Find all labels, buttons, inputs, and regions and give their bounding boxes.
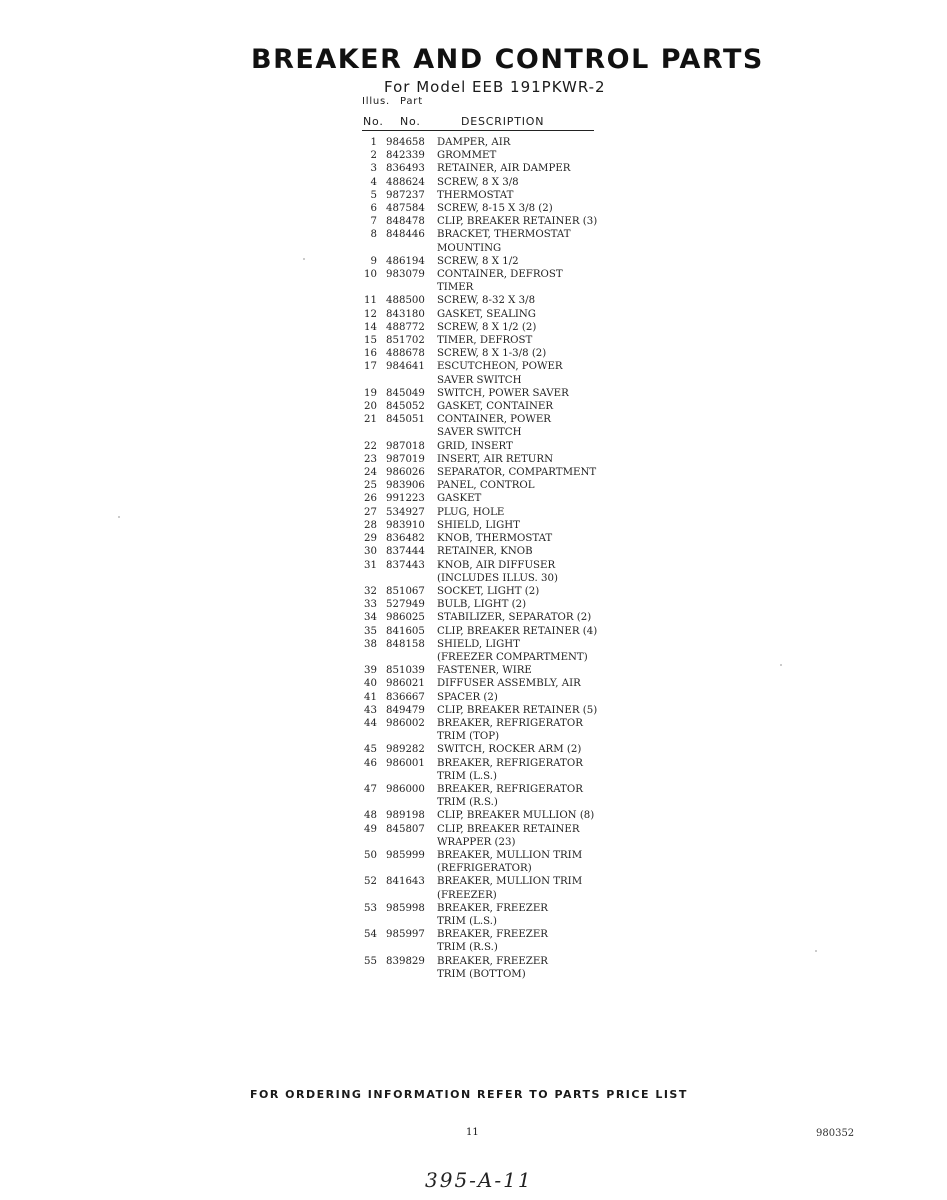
part-number: 984658	[386, 137, 425, 148]
illus-number: 22	[364, 440, 377, 452]
table-row	[354, 228, 674, 254]
header-rule	[362, 130, 594, 131]
part-description	[436, 176, 674, 189]
table-row	[354, 413, 674, 439]
part-number: 983906	[386, 480, 425, 492]
part-number: 845049	[386, 387, 425, 399]
ordering-footer: FOR ORDERING INFORMATION REFER TO PARTS PRICE LIST	[250, 1088, 688, 1101]
part-number: 985998	[386, 902, 425, 914]
table-row	[354, 809, 674, 822]
illus-number: 53	[364, 902, 377, 914]
part-number: 986025	[386, 612, 425, 624]
description-line: GASKET, CONTAINER	[437, 401, 553, 413]
illus-number: 25	[364, 480, 377, 492]
table-row	[354, 849, 674, 875]
table-row	[354, 743, 674, 756]
table-row	[354, 492, 674, 505]
illus-label: Illus.	[362, 96, 391, 107]
part-description	[436, 677, 674, 690]
part-description	[436, 532, 674, 545]
part-description	[436, 387, 674, 400]
table-row	[354, 545, 674, 558]
description-line: BULB, LIGHT (2)	[437, 599, 527, 611]
illus-number: 55	[364, 955, 377, 967]
part-description	[436, 849, 674, 875]
part-description	[436, 625, 674, 638]
description-line: DIFFUSER ASSEMBLY, AIR	[437, 678, 581, 690]
part-description	[436, 492, 674, 505]
part-description	[436, 519, 674, 532]
illus-number: 20	[364, 401, 377, 413]
description-line: RETAINER, KNOB	[437, 546, 533, 558]
table-row	[354, 440, 674, 453]
part-description	[436, 255, 674, 268]
part-description	[436, 783, 674, 809]
description-line: CLIP, BREAKER MULLION (8)	[437, 810, 595, 822]
table-row	[354, 625, 674, 638]
illus-number: 7	[370, 216, 377, 228]
part-description	[436, 757, 674, 783]
illus-number: 26	[364, 493, 377, 505]
part-number: 848478	[386, 216, 425, 228]
part-description	[436, 743, 674, 756]
part-description	[436, 360, 674, 386]
scan-speck	[780, 664, 782, 666]
illus-number: 1	[370, 137, 377, 148]
part-number: 842339	[386, 150, 425, 162]
part-description	[436, 215, 674, 228]
illus-number: 35	[364, 625, 377, 637]
part-description	[436, 809, 674, 822]
table-row	[354, 479, 674, 492]
table-row	[354, 176, 674, 189]
part-number: 851039	[386, 665, 425, 677]
part-number: 848158	[386, 638, 425, 650]
part-number: 986021	[386, 678, 425, 690]
part-number: 488772	[386, 321, 425, 333]
part-description	[436, 413, 674, 439]
description-line: TRIM (L.S.)	[437, 915, 497, 927]
description-line: (FREEZER COMPARTMENT)	[437, 651, 588, 663]
description-line: RETAINER, AIR DAMPER	[437, 163, 571, 175]
illus-number: 48	[364, 810, 377, 822]
description-line: INSERT, AIR RETURN	[437, 453, 553, 465]
table-row	[354, 757, 674, 783]
part-description	[436, 664, 674, 677]
part-number: 986026	[386, 467, 425, 479]
description-line: CONTAINER, POWER	[437, 414, 551, 426]
scan-speck	[303, 258, 305, 260]
part-number: 488678	[386, 348, 425, 360]
part-description	[436, 691, 674, 704]
description-line: PANEL, CONTROL	[437, 480, 535, 492]
part-number: 986002	[386, 717, 425, 729]
description-line: BREAKER, REFRIGERATOR	[437, 757, 583, 769]
part-number: 987237	[386, 189, 425, 201]
description-line: SWITCH, ROCKER ARM (2)	[437, 744, 582, 756]
table-row	[354, 532, 674, 545]
description-line: BRACKET, THERMOSTAT	[437, 229, 571, 241]
description-line: TRIM (R.S.)	[437, 942, 498, 954]
part-description	[436, 136, 674, 149]
part-description	[436, 955, 674, 981]
description-line: SAVER SWITCH	[437, 374, 522, 386]
illus-number: 29	[364, 533, 377, 545]
table-row	[354, 347, 674, 360]
description-line: CLIP, BREAKER RETAINER (4)	[437, 625, 598, 637]
part-number: 983079	[386, 269, 425, 281]
description-line: SCREW, 8-15 X 3/8 (2)	[437, 203, 553, 215]
part-number: 527949	[386, 599, 425, 611]
part-number: 845051	[386, 414, 425, 426]
description-line: SHIELD, LIGHT	[437, 638, 520, 650]
illus-number: 16	[364, 348, 377, 360]
part-description	[436, 400, 674, 413]
description-line: TIMER	[437, 282, 474, 294]
description-line: FASTENER, WIRE	[437, 665, 532, 677]
illus-number: 40	[364, 678, 377, 690]
illus-number: 54	[364, 929, 377, 941]
document-number: 980352	[816, 1128, 855, 1139]
illus-number: 21	[364, 414, 377, 426]
table-row	[354, 255, 674, 268]
part-description	[436, 440, 674, 453]
description-line: PLUG, HOLE	[437, 506, 505, 518]
part-number: 841605	[386, 625, 425, 637]
part-description	[436, 294, 674, 307]
part-number: 989198	[386, 810, 425, 822]
illus-number: 14	[364, 321, 377, 333]
illus-number: 27	[364, 506, 377, 518]
description-line: BREAKER, FREEZER	[437, 902, 548, 914]
illus-number: 15	[364, 335, 377, 347]
part-number: 836482	[386, 533, 425, 545]
illus-number: 31	[364, 559, 377, 571]
description-line: TRIM (R.S.)	[437, 797, 498, 809]
illus-number: 39	[364, 665, 377, 677]
table-row	[354, 506, 674, 519]
description-line: SWITCH, POWER SAVER	[437, 387, 569, 399]
description-line: WRAPPER (23)	[437, 836, 516, 848]
description-line: TRIM (TOP)	[437, 731, 500, 743]
illus-number: 23	[364, 453, 377, 465]
description-line: BREAKER, MULLION TRIM	[437, 849, 583, 861]
description-line: SCREW, 8 X 3/8	[437, 176, 519, 188]
description-line: SCREW, 8-32 X 3/8	[437, 295, 536, 307]
page-title: BREAKER AND CONTROL PARTS	[251, 44, 764, 75]
description-line: GASKET	[437, 493, 482, 505]
part-number: 985997	[386, 929, 425, 941]
part-description	[436, 638, 674, 664]
table-row	[354, 466, 674, 479]
table-row	[354, 955, 674, 981]
part-description	[436, 875, 674, 901]
description-line: GASKET, SEALING	[437, 308, 536, 320]
part-description	[436, 308, 674, 321]
table-row	[354, 691, 674, 704]
part-number: 991223	[386, 493, 425, 505]
table-row	[354, 704, 674, 717]
part-description	[436, 228, 674, 254]
description-line: THERMOSTAT	[437, 189, 514, 201]
description-line: KNOB, THERMOSTAT	[437, 533, 553, 545]
description-line: DAMPER, AIR	[437, 137, 511, 148]
description-line: (INCLUDES ILLUS. 30)	[437, 572, 558, 584]
table-row	[354, 308, 674, 321]
description-line: ESCUTCHEON, POWER	[437, 361, 563, 373]
part-number: 848446	[386, 229, 425, 241]
part-description	[436, 268, 674, 294]
part-description	[436, 466, 674, 479]
illus-number: 43	[364, 704, 377, 716]
part-number: 486194	[386, 255, 425, 267]
table-row	[354, 136, 674, 149]
part-description	[436, 598, 674, 611]
handwritten-note: 395-A-11	[425, 1168, 533, 1192]
part-number: 986001	[386, 757, 425, 769]
part-number: 986000	[386, 783, 425, 795]
table-row	[354, 334, 674, 347]
part-number: 836667	[386, 691, 425, 703]
part-description	[436, 506, 674, 519]
table-row	[354, 902, 674, 928]
illus-number: 11	[364, 295, 377, 307]
illus-number: 10	[364, 269, 377, 281]
part-description	[436, 545, 674, 558]
illus-number: 28	[364, 519, 377, 531]
part-number: 843180	[386, 308, 425, 320]
table-row	[354, 189, 674, 202]
table-row	[354, 928, 674, 954]
illus-no-header: No.	[363, 115, 384, 128]
illus-number: 2	[370, 150, 377, 162]
description-line: BREAKER, REFRIGERATOR	[437, 783, 583, 795]
part-description	[436, 704, 674, 717]
description-line: CLIP, BREAKER RETAINER	[437, 823, 580, 835]
part-description	[436, 717, 674, 743]
part-number: 987019	[386, 453, 425, 465]
part-number: 851702	[386, 335, 425, 347]
illus-number: 38	[364, 638, 377, 650]
illus-number: 5	[370, 189, 377, 201]
table-row	[354, 875, 674, 901]
description-line: SCREW, 8 X 1/2	[437, 255, 519, 267]
part-number: 849479	[386, 704, 425, 716]
illus-number: 41	[364, 691, 377, 703]
part-number: 845052	[386, 401, 425, 413]
illus-number: 24	[364, 467, 377, 479]
table-row	[354, 519, 674, 532]
part-number: 851067	[386, 585, 425, 597]
part-description	[436, 823, 674, 849]
illus-number: 47	[364, 783, 377, 795]
table-row	[354, 268, 674, 294]
description-line: TIMER, DEFROST	[437, 335, 533, 347]
illus-number: 8	[370, 229, 377, 241]
illus-number: 45	[364, 744, 377, 756]
part-number: 989282	[386, 744, 425, 756]
illus-number: 17	[364, 361, 377, 373]
description-line: KNOB, AIR DIFFUSER	[437, 559, 556, 571]
illus-number: 12	[364, 308, 377, 320]
illus-number: 3	[370, 163, 377, 175]
table-row	[354, 559, 674, 585]
part-description	[436, 321, 674, 334]
illus-number: 49	[364, 823, 377, 835]
part-description	[436, 162, 674, 175]
part-number: 487584	[386, 203, 425, 215]
part-number: 987018	[386, 440, 425, 452]
description-header: DESCRIPTION	[461, 115, 545, 128]
illus-number: 34	[364, 612, 377, 624]
part-number: 845807	[386, 823, 425, 835]
description-line: SAVER SWITCH	[437, 427, 522, 439]
part-label: Part	[400, 96, 423, 107]
description-line: SCREW, 8 X 1-3/8 (2)	[437, 348, 547, 360]
part-no-header: No.	[400, 115, 421, 128]
part-description	[436, 611, 674, 624]
table-row	[354, 360, 674, 386]
description-line: SCREW, 8 X 1/2 (2)	[437, 321, 537, 333]
part-description	[436, 347, 674, 360]
part-number: 488624	[386, 176, 425, 188]
part-description	[436, 334, 674, 347]
part-number: 841643	[386, 876, 425, 888]
table-row	[354, 823, 674, 849]
table-row	[354, 638, 674, 664]
part-description	[436, 928, 674, 954]
illus-number: 32	[364, 585, 377, 597]
part-description	[436, 902, 674, 928]
description-line: BREAKER, FREEZER	[437, 929, 548, 941]
table-row	[354, 783, 674, 809]
model-subtitle: For Model EEB 191PKWR-2	[384, 78, 606, 96]
table-row	[354, 453, 674, 466]
part-number: 839829	[386, 955, 425, 967]
part-number: 534927	[386, 506, 425, 518]
description-line: BREAKER, MULLION TRIM	[437, 876, 583, 888]
description-line: TRIM (L.S.)	[437, 770, 497, 782]
description-line: GROMMET	[437, 150, 497, 162]
description-line: CONTAINER, DEFROST	[437, 269, 563, 281]
description-line: BREAKER, FREEZER	[437, 955, 548, 967]
table-row	[354, 387, 674, 400]
description-line: CLIP, BREAKER RETAINER (5)	[437, 704, 598, 716]
table-row	[354, 677, 674, 690]
page-number: 11	[466, 1127, 479, 1138]
part-number: 488500	[386, 295, 425, 307]
description-line: TRIM (BOTTOM)	[437, 968, 526, 980]
part-description	[436, 585, 674, 598]
part-description	[436, 189, 674, 202]
table-row	[354, 215, 674, 228]
illus-number: 44	[364, 717, 377, 729]
description-line: (REFRIGERATOR)	[437, 863, 532, 875]
description-line: BREAKER, REFRIGERATOR	[437, 717, 583, 729]
table-row	[354, 294, 674, 307]
part-description	[436, 149, 674, 162]
description-line: SOCKET, LIGHT (2)	[437, 585, 540, 597]
part-description	[436, 453, 674, 466]
part-number: 837444	[386, 546, 425, 558]
table-row	[354, 162, 674, 175]
part-description	[436, 479, 674, 492]
part-number: 836493	[386, 163, 425, 175]
part-description	[436, 202, 674, 215]
description-line: (FREEZER)	[437, 889, 497, 901]
table-row	[354, 611, 674, 624]
illus-number: 6	[370, 203, 377, 215]
table-row	[354, 400, 674, 413]
part-number: 837443	[386, 559, 425, 571]
illus-number: 33	[364, 599, 377, 611]
description-line: STABILIZER, SEPARATOR (2)	[437, 612, 592, 624]
scan-speck	[815, 950, 817, 952]
illus-number: 4	[370, 176, 377, 188]
description-line: SEPARATOR, COMPARTMENT	[437, 467, 597, 479]
description-line: SHIELD, LIGHT	[437, 519, 520, 531]
table-row	[354, 598, 674, 611]
illus-number: 46	[364, 757, 377, 769]
illus-number: 30	[364, 546, 377, 558]
illus-number: 9	[370, 255, 377, 267]
scan-speck	[118, 516, 120, 518]
description-line: CLIP, BREAKER RETAINER (3)	[437, 216, 598, 228]
description-line: MOUNTING	[437, 242, 502, 254]
part-description	[436, 559, 674, 585]
table-row	[354, 717, 674, 743]
part-number: 984641	[386, 361, 425, 373]
parts-list	[354, 136, 674, 981]
illus-number: 19	[364, 387, 377, 399]
part-number: 985999	[386, 849, 425, 861]
illus-number: 52	[364, 876, 377, 888]
table-row	[354, 585, 674, 598]
table-row	[354, 321, 674, 334]
description-line: SPACER (2)	[437, 691, 498, 703]
illus-number: 50	[364, 849, 377, 861]
table-row	[354, 149, 674, 162]
part-number: 983910	[386, 519, 425, 531]
table-row	[354, 664, 674, 677]
table-row	[354, 202, 674, 215]
description-line: GRID, INSERT	[437, 440, 513, 452]
